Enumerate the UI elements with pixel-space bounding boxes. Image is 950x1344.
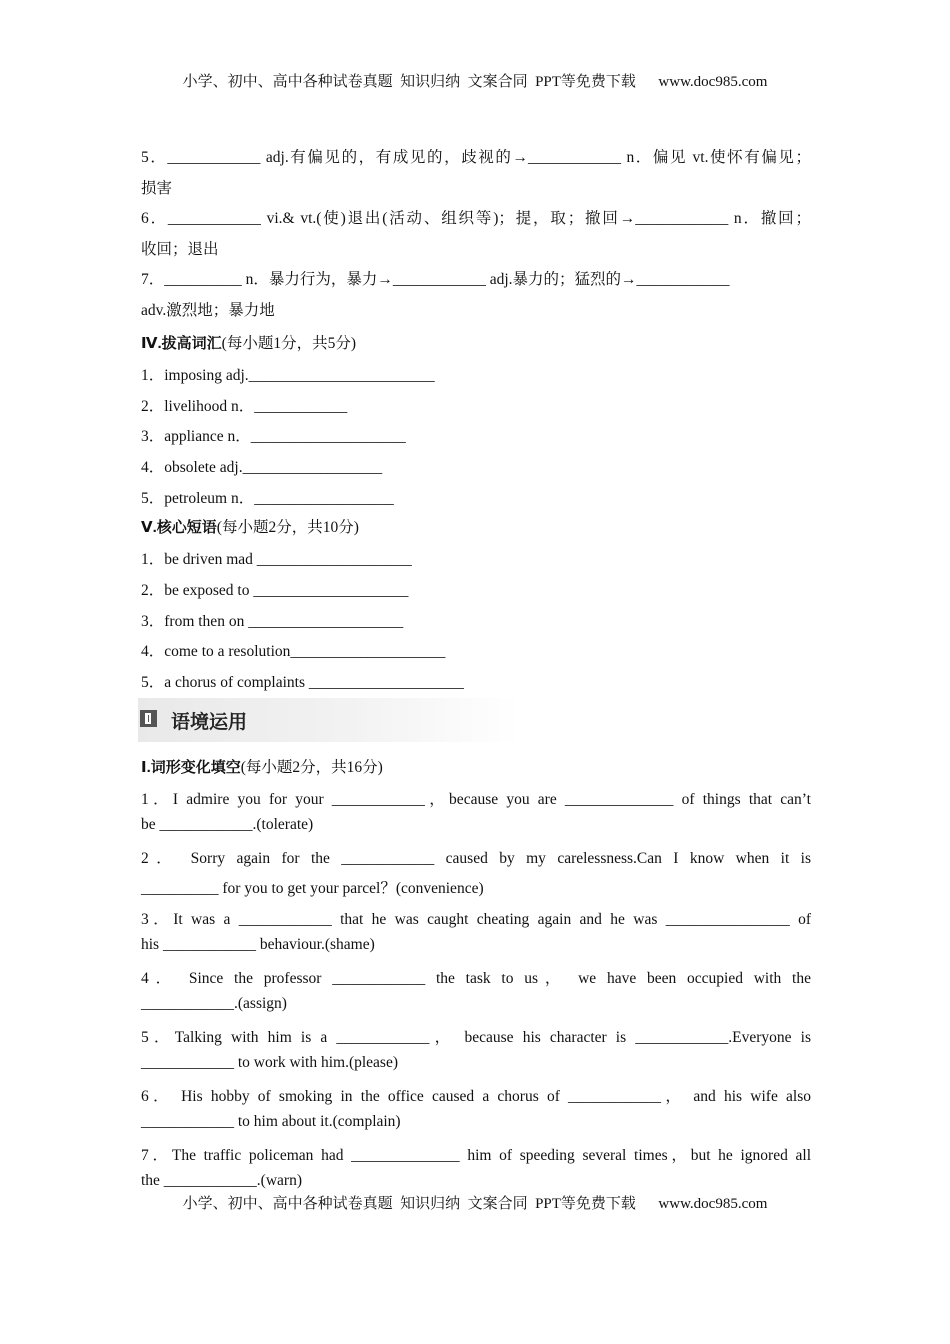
- question-6-line2: ____________ to him about it.(complain): [141, 1113, 401, 1130]
- advanced-vocab-item: 5．petroleum n．__________________: [141, 490, 394, 507]
- question-4-line2: ____________.(assign): [141, 995, 287, 1012]
- question-2-line1: 2． Sorry again for the ____________ caused by my carelessness.Can I know when it is: [141, 850, 811, 867]
- book-icon: [140, 710, 157, 727]
- advanced-vocab-item: 3．appliance n．____________________: [141, 428, 406, 445]
- question-4-line1: 4． Since the professor ____________ the task to us， we have been occupied with the: [141, 970, 811, 987]
- vocab-item-6-line2: 收回；退出: [141, 241, 219, 258]
- question-1-line1: 1．I admire you for your ____________，because you are ______________ of things that can’t: [141, 791, 811, 808]
- question-7-line1: 7．The traffic policeman had ______________ him of speeding several times，but he ignored all: [141, 1147, 811, 1164]
- section-5-title: Ⅴ.核心短语: [141, 519, 217, 536]
- vocab-item-5-line2: 损害: [141, 180, 173, 197]
- section-i-note: (每小题2分，共16分): [240, 759, 383, 776]
- core-phrase-item: 3．from then on ____________________: [141, 613, 404, 630]
- advanced-vocab-item: 4．obsolete adj.__________________: [141, 459, 383, 476]
- question-3-line1: 3．It was a ____________ that he was caught cheating again and he was ________________ of: [141, 911, 811, 928]
- advanced-vocab-item: 2．livelihood n．____________: [141, 398, 348, 415]
- vocab-item-7-line1: 7．__________ n．暴力行为，暴力→____________ adj.暴力的；猛烈的→____________: [141, 271, 730, 288]
- section-i-heading: [141, 755, 383, 777]
- core-phrase-item: 2．be exposed to ____________________: [141, 582, 409, 599]
- vocab-item-5-line1: 5．____________ adj.有偏见的，有成见的，歧视的→____________ n．偏见 vt.使怀有偏见；: [141, 149, 811, 166]
- core-phrase-item: 1．be driven mad ____________________: [141, 551, 412, 568]
- question-6-line1: 6． His hobby of smoking in the office caused a chorus of ____________， and his wife also: [141, 1088, 811, 1105]
- question-7-line2: the ____________.(warn): [141, 1172, 302, 1189]
- vocab-item-6-line1: 6．____________ vi.& vt.(使)退出(活动、组织等)；提，取；撤回→____________ n．撤回；: [141, 210, 811, 227]
- section-5-heading: [141, 515, 359, 537]
- question-2-line2: __________ for you to get your parcel？(convenience): [141, 880, 484, 897]
- section-banner: [138, 698, 520, 742]
- banner-title: 语境运用: [171, 711, 248, 733]
- question-3-line2: his ____________ behaviour.(shame): [141, 936, 375, 953]
- page-footer: 小学、初中、高中各种试卷真题 知识归纳 文案合同 PPT等免费下载 www.doc985.com: [182, 1196, 768, 1212]
- vocab-item-7-line2: adv.激烈地；暴力地: [141, 302, 275, 319]
- advanced-vocab-item: 1．imposing adj.________________________: [141, 367, 435, 384]
- page-header: 小学、初中、高中各种试卷真题 知识归纳 文案合同 PPT等免费下载 www.doc985.com: [182, 74, 768, 90]
- section-4-heading: [141, 331, 356, 353]
- question-5-line2: ____________ to work with him.(please): [141, 1054, 399, 1071]
- section-4-title: Ⅳ.拔高词汇: [141, 335, 222, 352]
- section-5-note: (每小题2分，共10分): [216, 519, 359, 536]
- core-phrase-item: 4．come to a resolution____________________: [141, 643, 446, 660]
- section-i-title: Ⅰ.词形变化填空: [141, 759, 241, 776]
- core-phrase-item: 5．a chorus of complaints ____________________: [141, 674, 464, 691]
- section-4-note: (每小题1分，共5分): [221, 335, 356, 352]
- question-5-line1: 5．Talking with him is a ____________， because his character is ____________.Everyone is: [141, 1029, 811, 1046]
- question-1-line2: be ____________.(tolerate): [141, 816, 314, 833]
